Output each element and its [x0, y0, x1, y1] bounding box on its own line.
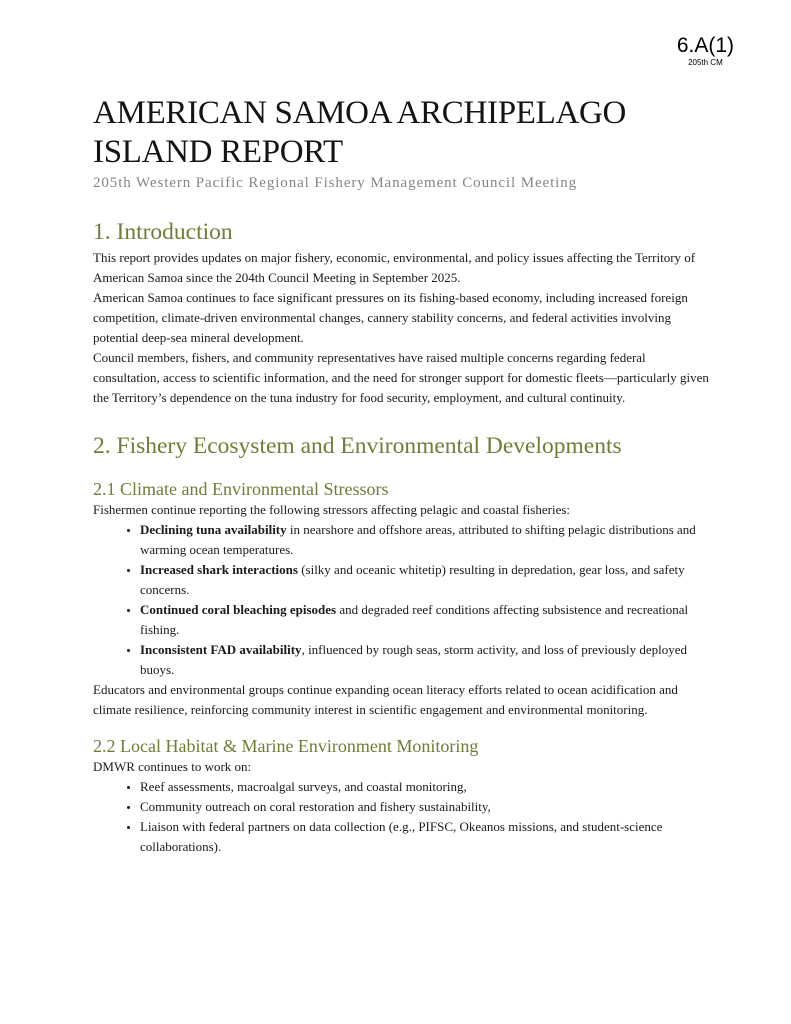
intro-paragraph-2: American Samoa continues to face significant pressures on its fishing-based economy, including increased foreign competition, climate-driven environmental changes, cannery stability concerns, and federal activities involving potential deep-sea mineral development.: [93, 290, 688, 345]
list-item: • Reef assessments, macroalgal surveys, and coastal monitoring,: [140, 777, 713, 797]
intro-paragraph-1: This report provides updates on major fishery, economic, environmental, and policy issues affecting the Territory of American Samoa since the 204th Council Meeting in September 2025.: [93, 250, 696, 285]
page-subtitle: 205th Western Pacific Regional Fishery Management Council Meeting: [93, 175, 578, 191]
list-item-bold: Declining tuna availability: [140, 522, 287, 537]
agenda-item-number: 6.A(1): [676, 34, 734, 57]
list-item: • Liaison with federal partners on data collection (e.g., PIFSC, Okeanos missions, and student-science collaborations).: [140, 817, 713, 857]
stressors-closing: Educators and environmental groups continue expanding ocean literacy efforts related to ocean acidification and climate resilience, reinforcing community interest in scientific engagement and environmental monitoring.: [93, 682, 678, 717]
section-1-heading: 1. Introduction: [93, 219, 233, 245]
list-item-text: and degraded reef conditions affecting subsistence and recreational fishing.: [140, 602, 689, 637]
meeting-label: 205th CM: [688, 58, 723, 67]
list-item-text: (silky and oceanic whitetip) resulting in depredation, gear loss, and safety concerns.: [140, 562, 685, 597]
list-item-bold: Continued coral bleaching episodes: [140, 602, 337, 617]
monitoring-list: [93, 777, 713, 857]
list-item: [140, 520, 713, 560]
section-2-1-heading: 2.1 Climate and Environmental Stressors: [93, 479, 389, 499]
list-item-text: in nearshore and offshore areas, attributed to shifting pelagic distributions and warming ocean temperatures.: [140, 522, 696, 557]
stressors-list: [93, 520, 713, 680]
stressors-intro: Fishermen continue reporting the following stressors affecting pelagic and coastal fisheries:: [93, 502, 571, 517]
section-2-heading: 2. Fishery Ecosystem and Environmental Developments: [93, 433, 622, 459]
list-item: [140, 640, 713, 680]
list-item-bold: Inconsistent FAD availability: [140, 642, 302, 657]
report-body: [93, 94, 713, 857]
title-line-1: AMERICAN SAMOA ARCHIPELAGO: [93, 95, 627, 131]
section-2-2-heading: 2.2 Local Habitat & Marine Environment Monitoring: [93, 736, 479, 756]
monitoring-intro: DMWR continues to work on:: [93, 759, 252, 774]
document-reference: [677, 34, 734, 67]
list-item: [140, 560, 713, 600]
intro-paragraph-3: Council members, fishers, and community representatives have raised multiple concerns regarding federal consultation, access to scientific information, and the need for stronger support for domestic fleets—particularly given the Territory’s dependence on the tuna industry for food security, employment, and cultural continuity.: [93, 350, 709, 405]
page-title: [93, 94, 713, 172]
list-item: [140, 600, 713, 640]
list-item: • Community outreach on coral restoration and fishery sustainability,: [140, 797, 713, 817]
list-item-text: , influenced by rough seas, storm activity, and loss of previously deployed buoys.: [140, 642, 688, 677]
title-line-2: ISLAND REPORT: [93, 134, 343, 170]
list-item-bold: Increased shark interactions: [140, 562, 298, 577]
